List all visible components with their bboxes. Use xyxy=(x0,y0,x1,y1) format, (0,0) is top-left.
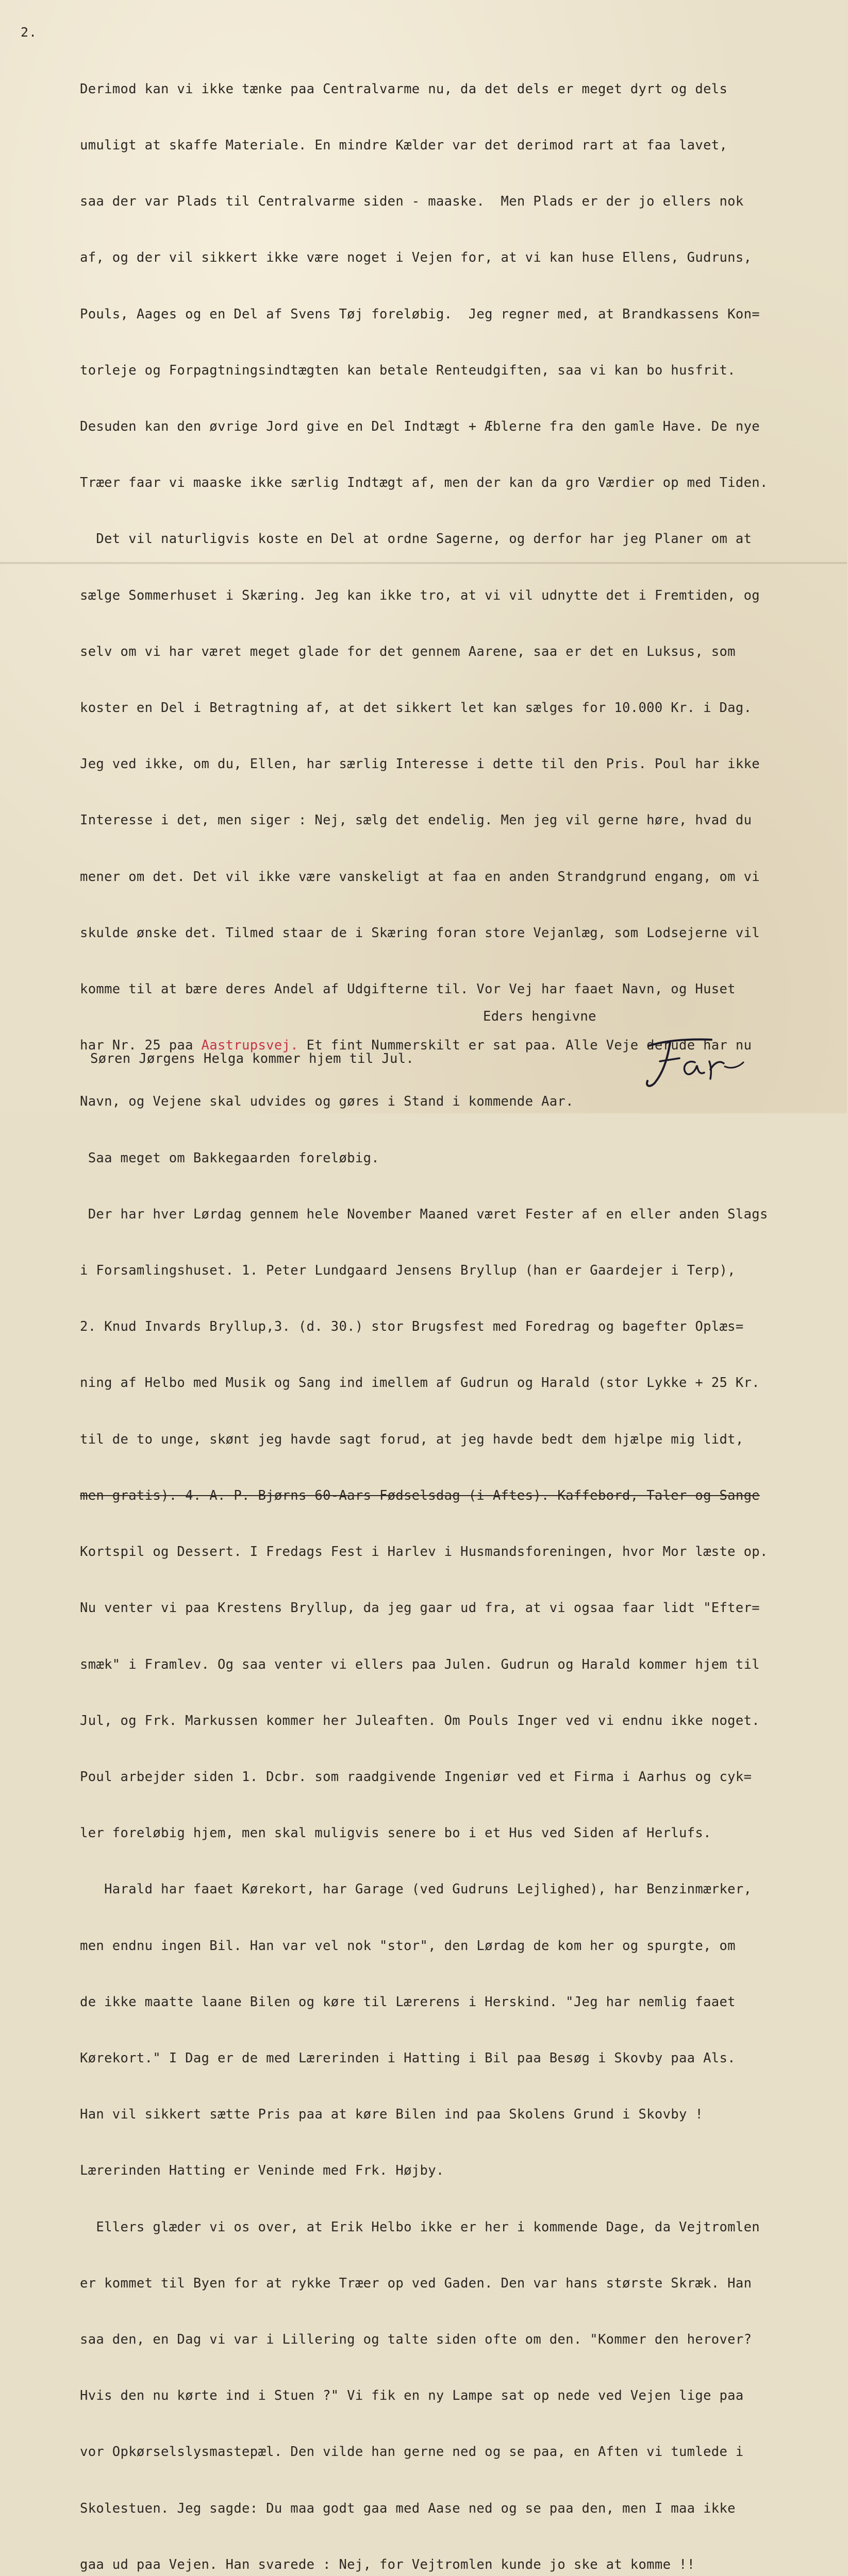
text-line: vor Opkørselslysmastepæl. Den vilde han gerne ned og se paa, en Aften vi tumlede i xyxy=(80,2444,744,2460)
text-line: ning af Helbo med Musik og Sang ind imellem af Gudrun og Harald (stor Lykke + 25 Kr. xyxy=(80,1375,760,1391)
text-line: Jul, og Frk. Markussen kommer her Juleaften. Om Pouls Inger ved vi endnu ikke noget. xyxy=(80,1713,760,1728)
text-line: Derimod kan vi ikke tænke paa Centralvarme nu, da det dels er meget dyrt og dels xyxy=(80,81,728,97)
text-line: Det vil naturligvis koste en Del at ordne Sagerne, og derfor har jeg Planer om at xyxy=(80,531,752,547)
text-line: Harald har faaet Kørekort, har Garage (ved Gudruns Lejlighed), har Benzinmærker, xyxy=(80,1882,752,1897)
text-segment: Et fint Nummerskilt er sat paa. Alle Veje derude har nu xyxy=(298,1038,752,1054)
text-line: skulde ønske det. Tilmed staar de i Skæring foran store Vejanlæg, som Lodsejerne vil xyxy=(80,925,760,941)
text-line-struck: men gratis). 4. A. P. Bjørns 60-Aars Fødselsdag (i Aftes). Kaffebord, Taler og Sange xyxy=(80,1487,760,1503)
page-number: 2. xyxy=(21,25,38,40)
text-line: mener om det. Det vil ikke være vanskeligt at faa en anden Strandgrund engang, om vi xyxy=(80,869,760,885)
text-line: i Forsamlingshuset. 1. Peter Lundgaard Jensens Bryllup (han er Gaardejer i Terp), xyxy=(80,1263,736,1279)
street-name-red: Aastrupsvej. xyxy=(201,1038,298,1054)
text-line: de ikke maatte laane Bilen og køre til Lærerens i Herskind. "Jeg har nemlig faaet xyxy=(80,1994,736,2010)
text-segment: har Nr. 25 paa xyxy=(80,1038,202,1054)
text-line: saa den, en Dag vi var i Lillering og talte siden ofte om den. "Kommer den herover? xyxy=(80,2331,752,2347)
text-line: Desuden kan den øvrige Jord give en Del Indtægt + Æblerne fra den gamle Have. De nye xyxy=(80,419,760,435)
text-line: Kortspil og Dessert. I Fredags Fest i Harlev i Husmandsforeningen, hvor Mor læste op. xyxy=(80,1544,768,1560)
text-line: koster en Del i Betragtning af, at det sikkert let kan sælges for 10.000 Kr. i Dag. xyxy=(80,700,752,716)
text-line: Poul arbejder siden 1. Dcbr. som raadgivende Ingeniør ved et Firma i Aarhus og cyk= xyxy=(80,1769,752,1785)
text-line: sælge Sommerhuset i Skæring. Jeg kan ikke tro, at vi vil udnytte det i Fremtiden, og xyxy=(80,587,760,603)
text-line: Lærerinden Hatting er Veninde med Frk. Højby. xyxy=(80,2163,444,2179)
text-line: torleje og Forpagtningsindtægten kan betale Renteudgiften, saa vi kan bo husfrit. xyxy=(80,362,736,378)
text-line: 2. Knud Invards Bryllup,3. (d. 30.) stor Brugsfest med Foredrag og bagefter Oplæs= xyxy=(80,1319,744,1335)
text-line: selv om vi har været meget glade for det gennem Aarene, saa er det en Luksus, som xyxy=(80,643,736,659)
text-line: Nu venter vi paa Krestens Bryllup, da jeg gaar ud fra, at vi ogsaa faar lidt "Efter= xyxy=(80,1600,760,1616)
letter-body xyxy=(80,42,848,2576)
closing-salutation: Eders hengivne xyxy=(483,1009,596,1024)
handwritten-signature xyxy=(634,1025,758,1092)
text-line: Ellers glæder vi os over, at Erik Helbo ikke er her i kommende Dage, da Vejtromlen xyxy=(80,2219,760,2235)
text-line: Interesse i det, men siger : Nej, sælg det endelig. Men jeg vil gerne høre, hvad du xyxy=(80,812,752,828)
text-line: Jeg ved ikke, om du, Ellen, har særlig Interesse i dette til den Pris. Poul har ikke xyxy=(80,756,760,772)
text-line: Hvis den nu kørte ind i Stuen ?" Vi fik en ny Lampe sat op nede ved Vejen lige paa xyxy=(80,2388,744,2404)
text-line: af, og der vil sikkert ikke være noget i Vejen for, at vi kan huse Ellens, Gudruns, xyxy=(80,250,752,266)
text-line: komme til at bære deres Andel af Udgifterne til. Vor Vej har faaet Navn, og Huset xyxy=(80,981,736,997)
text-line: men endnu ingen Bil. Han var vel nok "stor", den Lørdag de kom her og spurgte, om xyxy=(80,1938,736,1954)
text-line: Pouls, Aages og en Del af Svens Tøj foreløbig. Jeg regner med, at Brandkassens Kon= xyxy=(80,306,760,322)
text-line: Kørekort." I Dag er de med Lærerinden i Hatting i Bil paa Besøg i Skovby paa Als. xyxy=(80,2050,736,2066)
text-line: gaa ud paa Vejen. Han svarede : Nej, for Vejtromlen kunde jo ske at komme !! xyxy=(80,2556,695,2572)
text-line: Der har hver Lørdag gennem hele November Maaned været Fester af en eller anden Slags xyxy=(80,1206,768,1222)
text-line: umuligt at skaffe Materiale. En mindre Kælder var det derimod rart at faa lavet, xyxy=(80,138,728,154)
text-line: til de to unge, skønt jeg havde sagt forud, at jeg havde bedt dem hjælpe mig lidt, xyxy=(80,1431,744,1447)
text-line: saa der var Plads til Centralvarme siden - maaske. Men Plads er der jo ellers nok xyxy=(80,194,744,210)
text-line: Saa meget om Bakkegaarden foreløbig. xyxy=(80,1150,379,1166)
text-line: Træer faar vi maaske ikke særlig Indtægt af, men der kan da gro Værdier op med Tiden. xyxy=(80,475,768,491)
text-line: er kommet til Byen for at rykke Træer op ved Gaden. Den var hans største Skræk. Han xyxy=(80,2275,752,2291)
text-line: smæk" i Framlev. Og saa venter vi ellers paa Julen. Gudrun og Harald kommer hjem til xyxy=(80,1656,760,1672)
text-line: Navn, og Vejene skal udvides og gøres i Stand i kommende Aar. xyxy=(80,1094,574,1110)
text-line: Skolestuen. Jeg sagde: Du maa godt gaa med Aase ned og se paa den, men I maa ikke xyxy=(80,2500,736,2516)
text-line: Han vil sikkert sætte Pris paa at køre Bilen ind paa Skolens Grund i Skovby ! xyxy=(80,2107,704,2123)
text-line: ler foreløbig hjem, men skal muligvis senere bo i et Hus ved Siden af Herlufs. xyxy=(80,1825,711,1841)
postscript: Søren Jørgens Helga kommer hjem til Jul. xyxy=(90,1051,414,1066)
